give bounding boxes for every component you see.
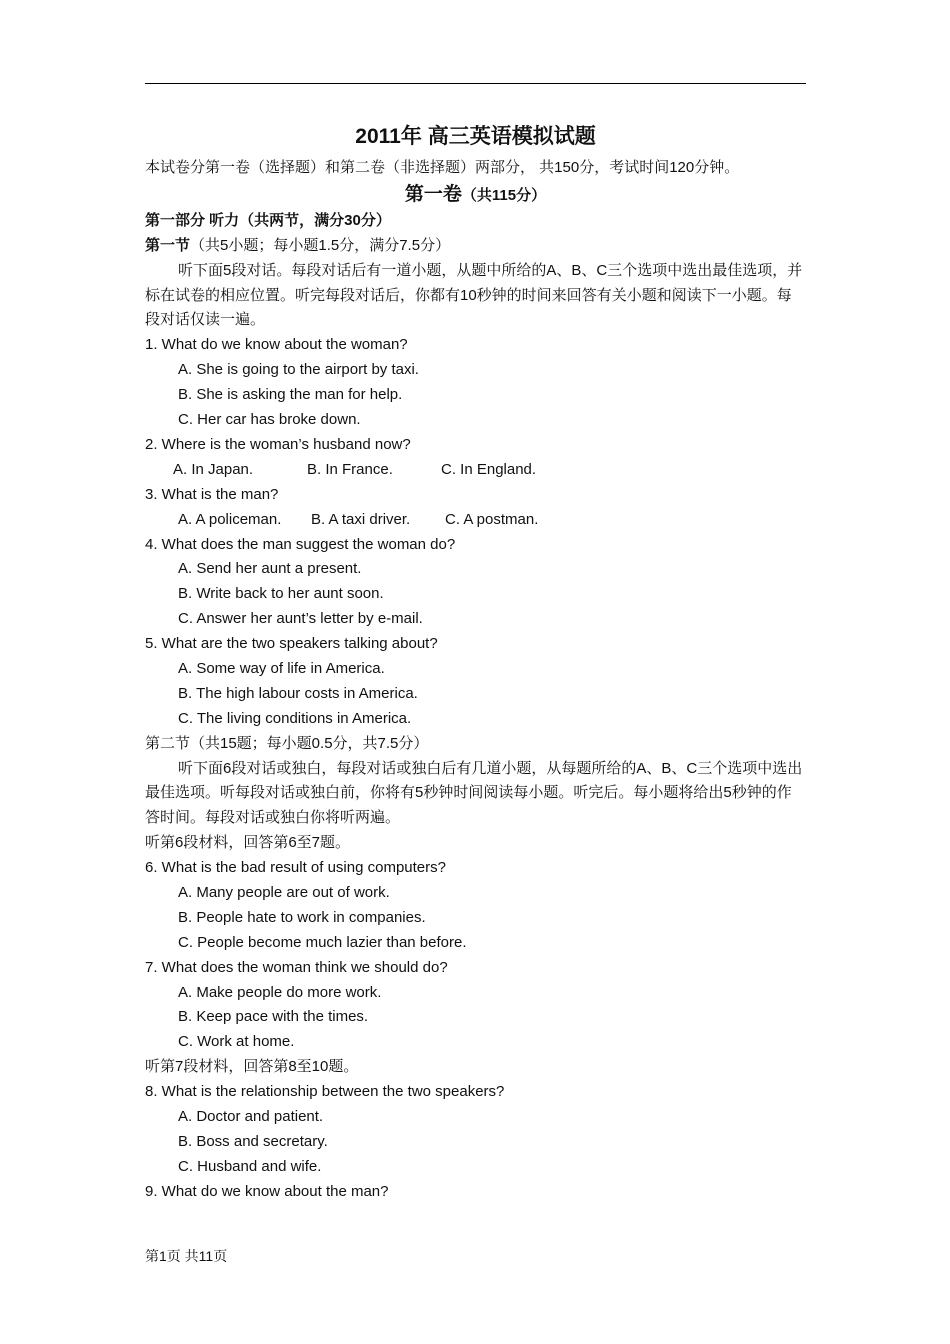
option: B. In France. — [307, 460, 393, 478]
option: C. In England. — [441, 460, 537, 478]
question: 7. What does the woman think we should do? — [145, 958, 448, 976]
option: C. A postman. — [445, 510, 539, 528]
option: B. She is asking the man for help. — [178, 386, 403, 404]
question: 5. What are the two speakers talking about? — [145, 635, 438, 653]
option: A. Some way of life in America. — [178, 659, 385, 677]
question: 6. What is the bad result of using computers? — [145, 859, 446, 877]
option: B. The high labour costs in America. — [178, 684, 418, 702]
option-row — [145, 508, 806, 533]
section1-desc: （共5小题；每小题1.5分，满分7.5分） — [190, 236, 451, 254]
volume-name: 第一卷 — [404, 183, 462, 205]
page-footer: 第1页 共11页 — [145, 1248, 228, 1264]
question: 1. What do we know about the woman? — [145, 336, 408, 354]
intro-text: 本试卷分第一卷（选择题）和第二卷（非选择题）两部分， 共150分，考试时间120分钟。 — [145, 159, 740, 176]
volume-title — [145, 181, 806, 209]
option: C. Her car has broke down. — [178, 411, 361, 429]
section2-instructions: 听下面6段对话或独白，每段对话或独白后有几道小题，从每题所给的A、B、C三个选项中选出最佳选项。听每段对话或独白前，你将有5秒钟时间阅读每小题。听完后。每小题将给出5秒钟的作答时间。每段对话或独白你将听两遍。 — [145, 759, 803, 827]
option: B. Write back to her aunt soon. — [178, 585, 384, 603]
header-rule — [145, 83, 806, 84]
option: B. A taxi driver. — [311, 510, 411, 528]
material-heading: 听第7段材料，回答第8至10题。 — [145, 1058, 359, 1076]
option: A. She is going to the airport by taxi. — [178, 361, 419, 379]
option: C. Answer her aunt’s letter by e-mail. — [178, 610, 423, 628]
section1-heading — [145, 234, 806, 259]
option: A. Make people do more work. — [178, 983, 382, 1001]
section2-title: 第二节（共15题；每小题0.5分，共7.5分） — [145, 734, 429, 752]
option: C. Work at home. — [178, 1033, 295, 1051]
option: A. A policeman. — [178, 510, 282, 528]
option: A. In Japan. — [173, 460, 254, 478]
option-row — [145, 458, 806, 483]
section1-instructions: 听下面5段对话。每段对话后有一道小题，从题中所给的A、B、C三个选项中选出最佳选项，并标在试卷的相应位置。听完每段对话后，你都有10秒钟的时间来回答有关小题和阅读下一小题。每段对话仅读一遍。 — [145, 261, 803, 329]
question: 3. What is the man? — [145, 485, 279, 503]
option: B. Keep pace with the times. — [178, 1008, 369, 1026]
option: C. Husband and wife. — [178, 1157, 322, 1175]
question: 9. What do we know about the man? — [145, 1182, 389, 1200]
question: 4. What does the man suggest the woman do? — [145, 535, 456, 553]
question: 2. Where is the woman’s husband now? — [145, 435, 411, 453]
section1-title: 第一节 — [145, 236, 191, 254]
question: 8. What is the relationship between the two speakers? — [145, 1083, 505, 1101]
option: C. The living conditions in America. — [178, 709, 412, 727]
option: B. People hate to work in companies. — [178, 908, 426, 926]
page-title: 2011年 高三英语模拟试题 — [355, 125, 596, 148]
part-title: 第一部分 听力（共两节，满分30分） — [145, 211, 391, 229]
material-heading: 听第6段材料，回答第6至7题。 — [145, 834, 351, 852]
option: A. Send her aunt a present. — [178, 560, 362, 578]
option: A. Doctor and patient. — [178, 1108, 324, 1126]
exam-page — [145, 120, 806, 1205]
volume-score: （共115分） — [461, 186, 547, 204]
option: A. Many people are out of work. — [178, 884, 390, 902]
option: B. Boss and secretary. — [178, 1132, 328, 1150]
option: C. People become much lazier than before. — [178, 933, 467, 951]
